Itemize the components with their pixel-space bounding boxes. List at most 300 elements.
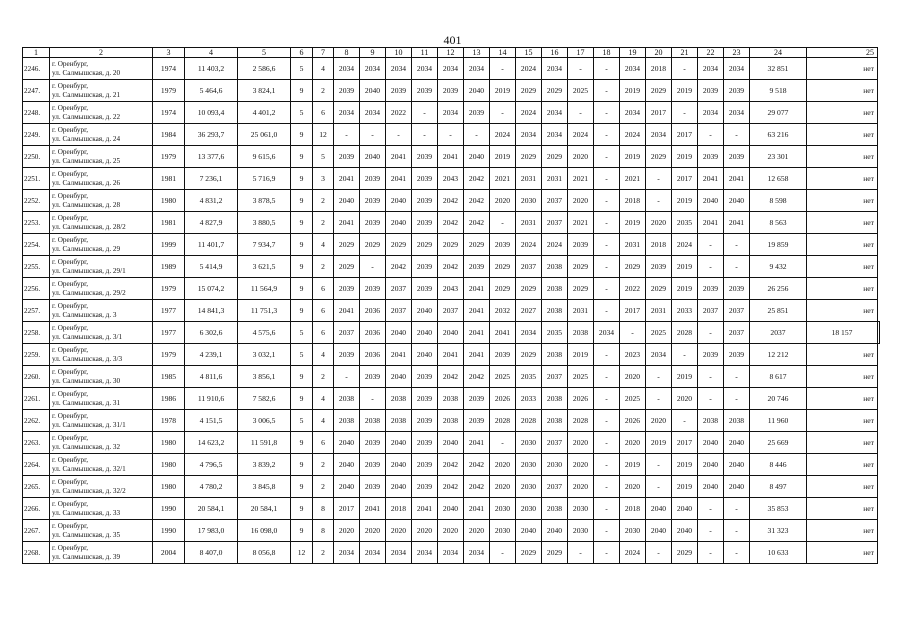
table-cell: 2036 bbox=[360, 300, 386, 322]
table-cell: 2040 bbox=[724, 476, 750, 498]
address-street: ул. Салмышская, д. 32 bbox=[52, 442, 121, 451]
table-row bbox=[23, 542, 880, 564]
table-cell: - bbox=[724, 498, 750, 520]
address-cell bbox=[50, 542, 153, 564]
table-cell: 3 621,5 bbox=[238, 256, 291, 278]
address-street: ул. Салмышская, д. 3/1 bbox=[52, 332, 123, 341]
table-cell: 6 bbox=[313, 278, 334, 300]
table-cell: 2029 bbox=[542, 542, 568, 564]
table-cell: 2042 bbox=[386, 256, 412, 278]
table-cell: 3 006,5 bbox=[238, 410, 291, 432]
table-cell: 4 bbox=[313, 58, 334, 80]
table-cell: 2019 bbox=[672, 278, 698, 300]
table-cell: 2029 bbox=[516, 146, 542, 168]
table-cell: 31 323 bbox=[750, 520, 807, 542]
table-cell: нет bbox=[807, 366, 878, 388]
table-cell: 8 563 bbox=[750, 212, 807, 234]
table-cell: 2039 bbox=[698, 344, 724, 366]
table-cell: 1985 bbox=[153, 366, 185, 388]
table-cell: 2039 bbox=[724, 146, 750, 168]
table-cell: 16 098,0 bbox=[238, 520, 291, 542]
table-cell: - bbox=[594, 542, 620, 564]
table-cell: 2023 bbox=[620, 344, 646, 366]
table-cell: нет bbox=[807, 212, 878, 234]
table-cell: 2025 bbox=[568, 80, 594, 102]
address-city: г. Оренбург, bbox=[52, 279, 89, 288]
column-header: 18 bbox=[594, 48, 620, 58]
table-cell: 2018 bbox=[646, 234, 672, 256]
table-cell: 2039 bbox=[334, 80, 360, 102]
table-cell: - bbox=[490, 542, 516, 564]
address-street: ул. Салмышская, д. 39 bbox=[52, 552, 121, 561]
row-number: 2249. bbox=[23, 124, 50, 146]
table-cell: нет bbox=[807, 278, 878, 300]
table-cell: 8 407,0 bbox=[185, 542, 238, 564]
table-cell: 8 446 bbox=[750, 454, 807, 476]
address-street: ул. Салмышская, д. 3/3 bbox=[52, 354, 123, 363]
table-cell: 8 bbox=[313, 498, 334, 520]
column-header: 16 bbox=[542, 48, 568, 58]
table-cell: 6 302,6 bbox=[185, 322, 238, 344]
table-cell: 11 403,2 bbox=[185, 58, 238, 80]
table-cell: нет bbox=[807, 432, 878, 454]
address-city: г. Оренбург, bbox=[52, 367, 89, 376]
table-cell: 2019 bbox=[672, 146, 698, 168]
table-cell: 2041 bbox=[464, 498, 490, 520]
table-cell: 2029 bbox=[334, 234, 360, 256]
row-number: 2247. bbox=[23, 80, 50, 102]
table-cell: 2031 bbox=[568, 300, 594, 322]
table-cell: 2039 bbox=[698, 146, 724, 168]
table-cell: 2034 bbox=[646, 124, 672, 146]
table-cell: 4 151,5 bbox=[185, 410, 238, 432]
table-cell: 2029 bbox=[542, 146, 568, 168]
table-cell: 11 960 bbox=[750, 410, 807, 432]
table-cell: 2029 bbox=[516, 344, 542, 366]
table-cell: 5 bbox=[291, 58, 313, 80]
table-cell: - bbox=[594, 190, 620, 212]
table-cell: 2042 bbox=[464, 454, 490, 476]
table-cell: - bbox=[646, 388, 672, 410]
table-cell: 36 293,7 bbox=[185, 124, 238, 146]
table-cell: 2024 bbox=[542, 234, 568, 256]
row-number: 2267. bbox=[23, 520, 50, 542]
table-cell: 2025 bbox=[568, 366, 594, 388]
table-cell: - bbox=[724, 520, 750, 542]
row-number: 2250. bbox=[23, 146, 50, 168]
table-cell: 2038 bbox=[698, 410, 724, 432]
address-cell bbox=[50, 366, 153, 388]
column-header: 12 bbox=[438, 48, 464, 58]
table-row bbox=[23, 212, 880, 234]
table-cell: 2040 bbox=[646, 520, 672, 542]
table-cell: 2019 bbox=[646, 432, 672, 454]
table-cell: 2017 bbox=[620, 300, 646, 322]
table-cell: 2020 bbox=[360, 520, 386, 542]
table-cell: 2042 bbox=[464, 366, 490, 388]
table-cell: 2039 bbox=[464, 102, 490, 124]
table-cell: 25 669 bbox=[750, 432, 807, 454]
table-cell: 2020 bbox=[412, 520, 438, 542]
table-cell: 2041 bbox=[464, 278, 490, 300]
table-cell: 2029 bbox=[334, 256, 360, 278]
table-row bbox=[23, 256, 880, 278]
table-cell: 3 845,8 bbox=[238, 476, 291, 498]
column-header: 9 bbox=[360, 48, 386, 58]
table-cell bbox=[878, 322, 880, 344]
table-cell: 2040 bbox=[386, 476, 412, 498]
table-cell: 11 910,6 bbox=[185, 388, 238, 410]
address-street: ул. Салмышская, д. 29 bbox=[52, 244, 121, 253]
table-cell: 26 256 bbox=[750, 278, 807, 300]
table-row bbox=[23, 190, 880, 212]
table-cell: 5 bbox=[291, 322, 313, 344]
table-cell: 2038 bbox=[724, 410, 750, 432]
table-cell: 1980 bbox=[153, 432, 185, 454]
table-cell: 20 584,1 bbox=[238, 498, 291, 520]
address-city: г. Оренбург, bbox=[52, 521, 89, 530]
table-cell: 2038 bbox=[542, 410, 568, 432]
table-cell: 5 bbox=[291, 344, 313, 366]
address-cell bbox=[50, 146, 153, 168]
row-number: 2263. bbox=[23, 432, 50, 454]
address-cell bbox=[50, 190, 153, 212]
table-cell: - bbox=[594, 520, 620, 542]
table-cell: 2 bbox=[313, 454, 334, 476]
address-street: ул. Салмышская, д. 32/2 bbox=[52, 486, 126, 495]
table-cell: 8 598 bbox=[750, 190, 807, 212]
table-cell: 2019 bbox=[672, 80, 698, 102]
table-cell: 20 584,1 bbox=[185, 498, 238, 520]
address-street: ул. Салмышская, д. 21 bbox=[52, 90, 121, 99]
table-cell: 2019 bbox=[620, 80, 646, 102]
table-cell: 12 bbox=[291, 542, 313, 564]
table-cell: 1981 bbox=[153, 168, 185, 190]
table-cell: 2034 bbox=[516, 322, 542, 344]
table-cell: 2040 bbox=[646, 498, 672, 520]
table-cell: 11 564,9 bbox=[238, 278, 291, 300]
table-cell: 2030 bbox=[516, 190, 542, 212]
table-cell: 5 bbox=[291, 410, 313, 432]
row-number: 2265. bbox=[23, 476, 50, 498]
table-cell: 7 582,6 bbox=[238, 388, 291, 410]
table-cell: 6 bbox=[313, 300, 334, 322]
table-cell: 9 bbox=[291, 388, 313, 410]
table-cell: 25 061,0 bbox=[238, 124, 291, 146]
table-cell: 3 856,1 bbox=[238, 366, 291, 388]
table-row bbox=[23, 146, 880, 168]
table-cell: 2 bbox=[313, 212, 334, 234]
table-cell: 2039 bbox=[412, 454, 438, 476]
table-cell: - bbox=[594, 366, 620, 388]
column-header: 19 bbox=[620, 48, 646, 58]
table-cell: - bbox=[724, 124, 750, 146]
table-cell: 2033 bbox=[672, 300, 698, 322]
table-cell: 2024 bbox=[620, 124, 646, 146]
table-cell: 11 401,7 bbox=[185, 234, 238, 256]
table-cell: 2019 bbox=[620, 454, 646, 476]
table-cell: 2 bbox=[313, 256, 334, 278]
table-cell: 9 bbox=[291, 168, 313, 190]
table-cell: 8 056,8 bbox=[238, 542, 291, 564]
table-cell: 13 377,6 bbox=[185, 146, 238, 168]
table-cell: 2030 bbox=[620, 520, 646, 542]
table-cell: 2031 bbox=[516, 168, 542, 190]
table-cell: 2030 bbox=[516, 454, 542, 476]
table-cell: 2024 bbox=[490, 124, 516, 146]
table-cell: - bbox=[698, 256, 724, 278]
table-cell: - bbox=[698, 366, 724, 388]
row-number: 2254. bbox=[23, 234, 50, 256]
address-city: г. Оренбург, bbox=[52, 103, 89, 112]
table-cell: нет bbox=[807, 454, 878, 476]
table-cell: 2039 bbox=[464, 410, 490, 432]
table-cell: 9 432 bbox=[750, 256, 807, 278]
row-number: 2255. bbox=[23, 256, 50, 278]
table-cell: 2029 bbox=[490, 256, 516, 278]
table-cell: 2019 bbox=[672, 476, 698, 498]
table-cell: 4 401,2 bbox=[238, 102, 291, 124]
address-street: ул. Салмышская, д. 25 bbox=[52, 156, 121, 165]
table-cell: 4 bbox=[313, 344, 334, 366]
column-header: 22 bbox=[698, 48, 724, 58]
table-cell: 2032 bbox=[490, 300, 516, 322]
address-cell bbox=[50, 432, 153, 454]
address-cell bbox=[50, 388, 153, 410]
table-cell: - bbox=[646, 168, 672, 190]
table-cell: 2036 bbox=[360, 344, 386, 366]
address-street: ул. Салмышская, д. 30 bbox=[52, 376, 121, 385]
table-cell: 2041 bbox=[464, 322, 490, 344]
column-header: 15 bbox=[516, 48, 542, 58]
table-cell: 2041 bbox=[334, 300, 360, 322]
table-cell: 2039 bbox=[724, 80, 750, 102]
table-cell: 2030 bbox=[516, 476, 542, 498]
table-cell: нет bbox=[807, 410, 878, 432]
table-cell: 2039 bbox=[438, 80, 464, 102]
table-cell: 2034 bbox=[464, 58, 490, 80]
address-city: г. Оренбург, bbox=[52, 477, 89, 486]
table-cell: 2043 bbox=[438, 168, 464, 190]
table-cell: - bbox=[412, 102, 438, 124]
address-cell bbox=[50, 102, 153, 124]
table-cell: 2031 bbox=[516, 212, 542, 234]
table-cell: 1979 bbox=[153, 278, 185, 300]
table-cell: 2024 bbox=[516, 58, 542, 80]
column-header: 20 bbox=[646, 48, 672, 58]
row-number: 2246. bbox=[23, 58, 50, 80]
table-cell: 9 bbox=[291, 278, 313, 300]
table-cell: 2019 bbox=[672, 190, 698, 212]
table-cell: - bbox=[672, 58, 698, 80]
table-cell: 4 827,9 bbox=[185, 212, 238, 234]
table-cell: 2029 bbox=[672, 542, 698, 564]
table-cell: 2042 bbox=[464, 190, 490, 212]
table-cell: - bbox=[724, 366, 750, 388]
table-cell: 2040 bbox=[360, 146, 386, 168]
table-cell: 2041 bbox=[724, 168, 750, 190]
table-cell: 63 216 bbox=[750, 124, 807, 146]
address-city: г. Оренбург, bbox=[52, 323, 89, 332]
table-cell: 2029 bbox=[412, 234, 438, 256]
table-cell: 2040 bbox=[334, 190, 360, 212]
address-cell bbox=[50, 58, 153, 80]
table-cell: 2025 bbox=[646, 322, 672, 344]
address-cell bbox=[50, 234, 153, 256]
table-cell: 2020 bbox=[620, 476, 646, 498]
column-header: 21 bbox=[672, 48, 698, 58]
table-cell: 2039 bbox=[568, 234, 594, 256]
table-cell: 4 796,5 bbox=[185, 454, 238, 476]
table-cell: 1979 bbox=[153, 344, 185, 366]
table-cell: 2019 bbox=[620, 212, 646, 234]
table-cell: 2039 bbox=[334, 344, 360, 366]
table-cell: 9 bbox=[291, 366, 313, 388]
table-cell: 2028 bbox=[516, 410, 542, 432]
table-cell: 2040 bbox=[412, 300, 438, 322]
table-cell: 2041 bbox=[360, 498, 386, 520]
table-cell: 2029 bbox=[568, 256, 594, 278]
table-cell: 2034 bbox=[386, 58, 412, 80]
table-cell: нет bbox=[807, 58, 878, 80]
table-cell: 2031 bbox=[646, 300, 672, 322]
table-cell: 2037 bbox=[724, 322, 750, 344]
table-cell: 2038 bbox=[542, 388, 568, 410]
row-number: 2251. bbox=[23, 168, 50, 190]
table-cell: 1974 bbox=[153, 102, 185, 124]
address-city: г. Оренбург, bbox=[52, 455, 89, 464]
table-cell: 2038 bbox=[386, 410, 412, 432]
address-city: г. Оренбург, bbox=[52, 147, 89, 156]
address-city: г. Оренбург, bbox=[52, 499, 89, 508]
address-street: ул. Салмышская, д. 24 bbox=[52, 134, 121, 143]
table-cell: 2020 bbox=[646, 212, 672, 234]
table-cell: 2039 bbox=[412, 410, 438, 432]
table-cell: 2020 bbox=[490, 190, 516, 212]
address-cell bbox=[50, 80, 153, 102]
row-number: 2259. bbox=[23, 344, 50, 366]
table-cell: 1977 bbox=[153, 300, 185, 322]
table-cell: 3 880,5 bbox=[238, 212, 291, 234]
table-cell: 2039 bbox=[360, 432, 386, 454]
table-cell: 2030 bbox=[568, 498, 594, 520]
table-cell: 5 716,9 bbox=[238, 168, 291, 190]
table-cell: 2037 bbox=[386, 278, 412, 300]
table-cell: 35 853 bbox=[750, 498, 807, 520]
table-cell: 2039 bbox=[360, 212, 386, 234]
table-cell: 2041 bbox=[386, 146, 412, 168]
table-cell: 2040 bbox=[672, 498, 698, 520]
table-cell: - bbox=[594, 146, 620, 168]
table-cell: 2040 bbox=[724, 190, 750, 212]
table-cell: 2038 bbox=[360, 410, 386, 432]
address-city: г. Оренбург, bbox=[52, 191, 89, 200]
table-cell: 2038 bbox=[542, 300, 568, 322]
table-cell: 2042 bbox=[438, 212, 464, 234]
table-cell: - bbox=[594, 432, 620, 454]
table-cell: 2038 bbox=[438, 388, 464, 410]
table-cell: 32 851 bbox=[750, 58, 807, 80]
table-row bbox=[23, 168, 880, 190]
table-cell: 3 824,1 bbox=[238, 80, 291, 102]
table-cell: - bbox=[672, 344, 698, 366]
table-cell: 9 bbox=[291, 256, 313, 278]
table-cell: 4 780,2 bbox=[185, 476, 238, 498]
table-cell: 2034 bbox=[360, 102, 386, 124]
address-cell bbox=[50, 520, 153, 542]
table-cell: 2038 bbox=[334, 388, 360, 410]
table-cell: 2020 bbox=[568, 432, 594, 454]
table-cell: 12 212 bbox=[750, 344, 807, 366]
table-cell: 2041 bbox=[698, 168, 724, 190]
table-cell: 2042 bbox=[438, 454, 464, 476]
table-cell: - bbox=[594, 124, 620, 146]
table-cell: 2022 bbox=[620, 278, 646, 300]
table-cell: 2039 bbox=[412, 146, 438, 168]
table-cell: 2040 bbox=[698, 432, 724, 454]
address-street: ул. Салмышская, д. 31/1 bbox=[52, 420, 126, 429]
table-cell: 2039 bbox=[360, 190, 386, 212]
table-row bbox=[23, 432, 880, 454]
table-cell: 11 591,8 bbox=[238, 432, 291, 454]
table-cell: 9 bbox=[291, 124, 313, 146]
table-cell: нет bbox=[807, 300, 878, 322]
table-cell: 2040 bbox=[386, 212, 412, 234]
table-cell: 1986 bbox=[153, 388, 185, 410]
table-cell: - bbox=[594, 454, 620, 476]
table-cell: 2028 bbox=[490, 410, 516, 432]
table-row bbox=[23, 366, 880, 388]
table-cell: 2029 bbox=[542, 80, 568, 102]
column-header: 7 bbox=[313, 48, 334, 58]
table-cell: - bbox=[464, 124, 490, 146]
table-cell: 2035 bbox=[516, 366, 542, 388]
row-number: 2257. bbox=[23, 300, 50, 322]
row-number: 2256. bbox=[23, 278, 50, 300]
table-cell: 9 bbox=[291, 454, 313, 476]
address-city: г. Оренбург, bbox=[52, 301, 89, 310]
table-cell: 6 bbox=[313, 322, 334, 344]
table-cell: 2020 bbox=[464, 520, 490, 542]
table-cell: 2039 bbox=[412, 80, 438, 102]
table-row bbox=[23, 388, 880, 410]
table-cell: 2 bbox=[313, 80, 334, 102]
table-cell: 2040 bbox=[334, 432, 360, 454]
table-cell: 2038 bbox=[334, 410, 360, 432]
address-street: ул. Салмышская, д. 29/2 bbox=[52, 288, 126, 297]
column-header: 11 bbox=[412, 48, 438, 58]
table-cell: 2019 bbox=[672, 256, 698, 278]
table-cell: 2037 bbox=[698, 300, 724, 322]
table-cell: 2 bbox=[313, 190, 334, 212]
table-cell: 4 239,1 bbox=[185, 344, 238, 366]
table-cell: 2020 bbox=[490, 454, 516, 476]
table-cell: 2039 bbox=[464, 256, 490, 278]
table-cell: 2043 bbox=[438, 278, 464, 300]
table-cell: - bbox=[594, 102, 620, 124]
table-cell: 6 bbox=[313, 102, 334, 124]
table-cell: - bbox=[698, 520, 724, 542]
table-cell: 2038 bbox=[542, 498, 568, 520]
table-cell: - bbox=[724, 234, 750, 256]
table-cell: 2040 bbox=[698, 454, 724, 476]
table-cell: 2041 bbox=[334, 168, 360, 190]
table-cell: 2019 bbox=[490, 146, 516, 168]
table-cell: 2042 bbox=[464, 476, 490, 498]
table-cell: 2039 bbox=[412, 432, 438, 454]
table-cell: 2037 bbox=[438, 300, 464, 322]
table-cell: 2039 bbox=[412, 212, 438, 234]
